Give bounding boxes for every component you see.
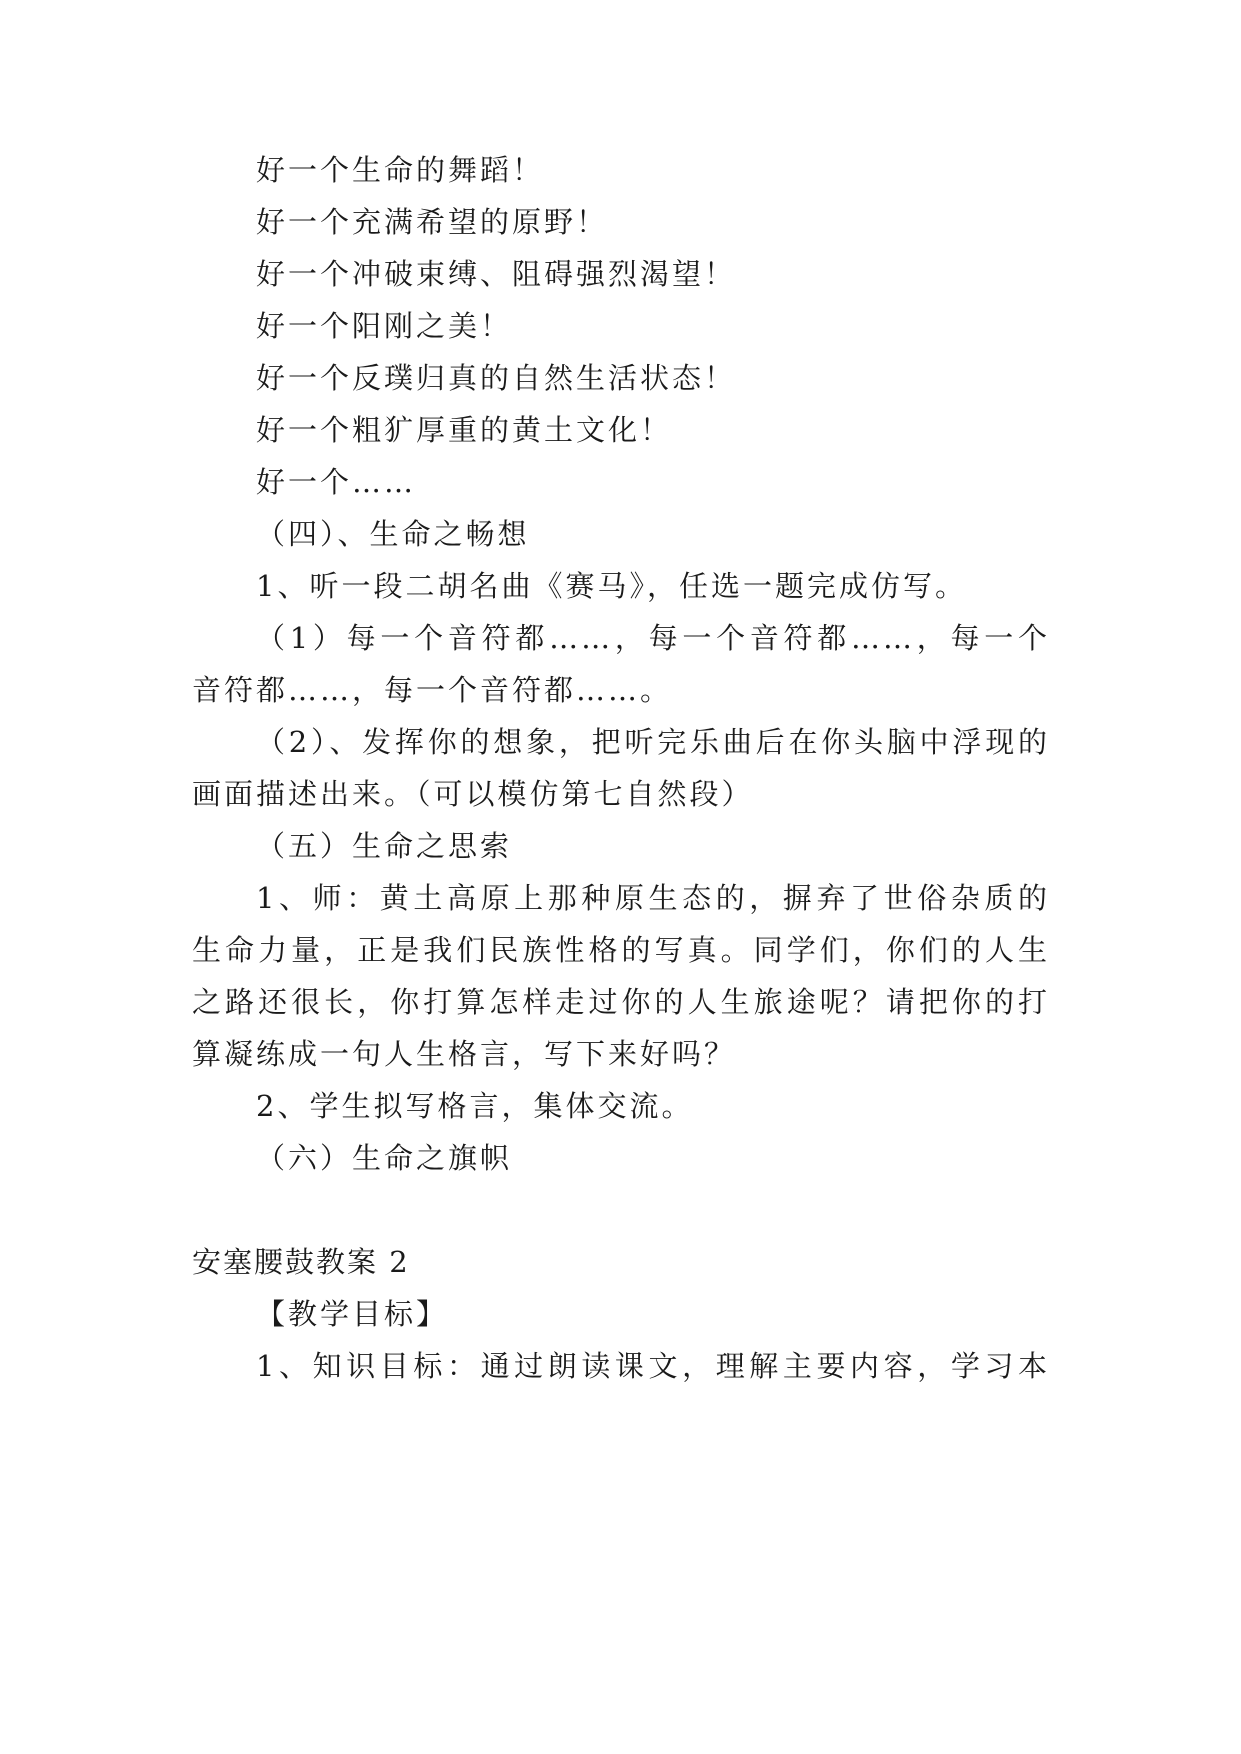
text-line: （2）、发挥你的想象，把听完乐曲后在你头脑中浮现的 xyxy=(256,725,1050,759)
text-line: 2、学生拟写格言，集体交流。 xyxy=(256,1089,694,1123)
text-line: 1、师：黄土高原上那种原生态的，摒弃了世俗杂质的 xyxy=(256,881,1050,915)
text-line: 好一个生命的舞蹈！ xyxy=(256,153,545,187)
section-heading: 【教学目标】 xyxy=(256,1297,449,1331)
section-heading: （六）生命之旗帜 xyxy=(256,1141,513,1175)
text-line: 好一个…… xyxy=(256,465,417,499)
text-line: 好一个充满希望的原野！ xyxy=(256,205,609,239)
text-line: 好一个冲破束缚、阻碍强烈渴望！ xyxy=(256,257,737,291)
document-title: 安塞腰鼓教案 2 xyxy=(192,1245,410,1279)
text-line: 音符都……，每一个音符都……。 xyxy=(192,673,673,707)
text-line: 之路还很长，你打算怎样走过你的人生旅途呢？请把你的打 xyxy=(192,985,1050,1019)
text-line: 1、知识目标：通过朗读课文，理解主要内容，学习本 xyxy=(256,1349,1050,1383)
text-line: 画面描述出来。（可以模仿第七自然段） xyxy=(192,777,754,811)
text-line: 生命力量，正是我们民族性格的写真。同学们，你们的人生 xyxy=(192,933,1050,967)
section-heading: （五）生命之思索 xyxy=(256,829,513,863)
text-line: （1）每一个音符都……，每一个音符都……，每一个 xyxy=(256,621,1050,655)
text-line: 算凝练成一句人生格言，写下来好吗？ xyxy=(192,1037,737,1071)
text-line: 好一个反璞归真的自然生活状态！ xyxy=(256,361,737,395)
section-heading: （四）、生命之畅想 xyxy=(256,517,530,551)
text-line: 好一个粗犷厚重的黄土文化！ xyxy=(256,413,673,447)
text-line: 1、听一段二胡名曲《赛马》，任选一题完成仿写。 xyxy=(256,569,967,603)
text-line: 好一个阳刚之美！ xyxy=(256,309,513,343)
